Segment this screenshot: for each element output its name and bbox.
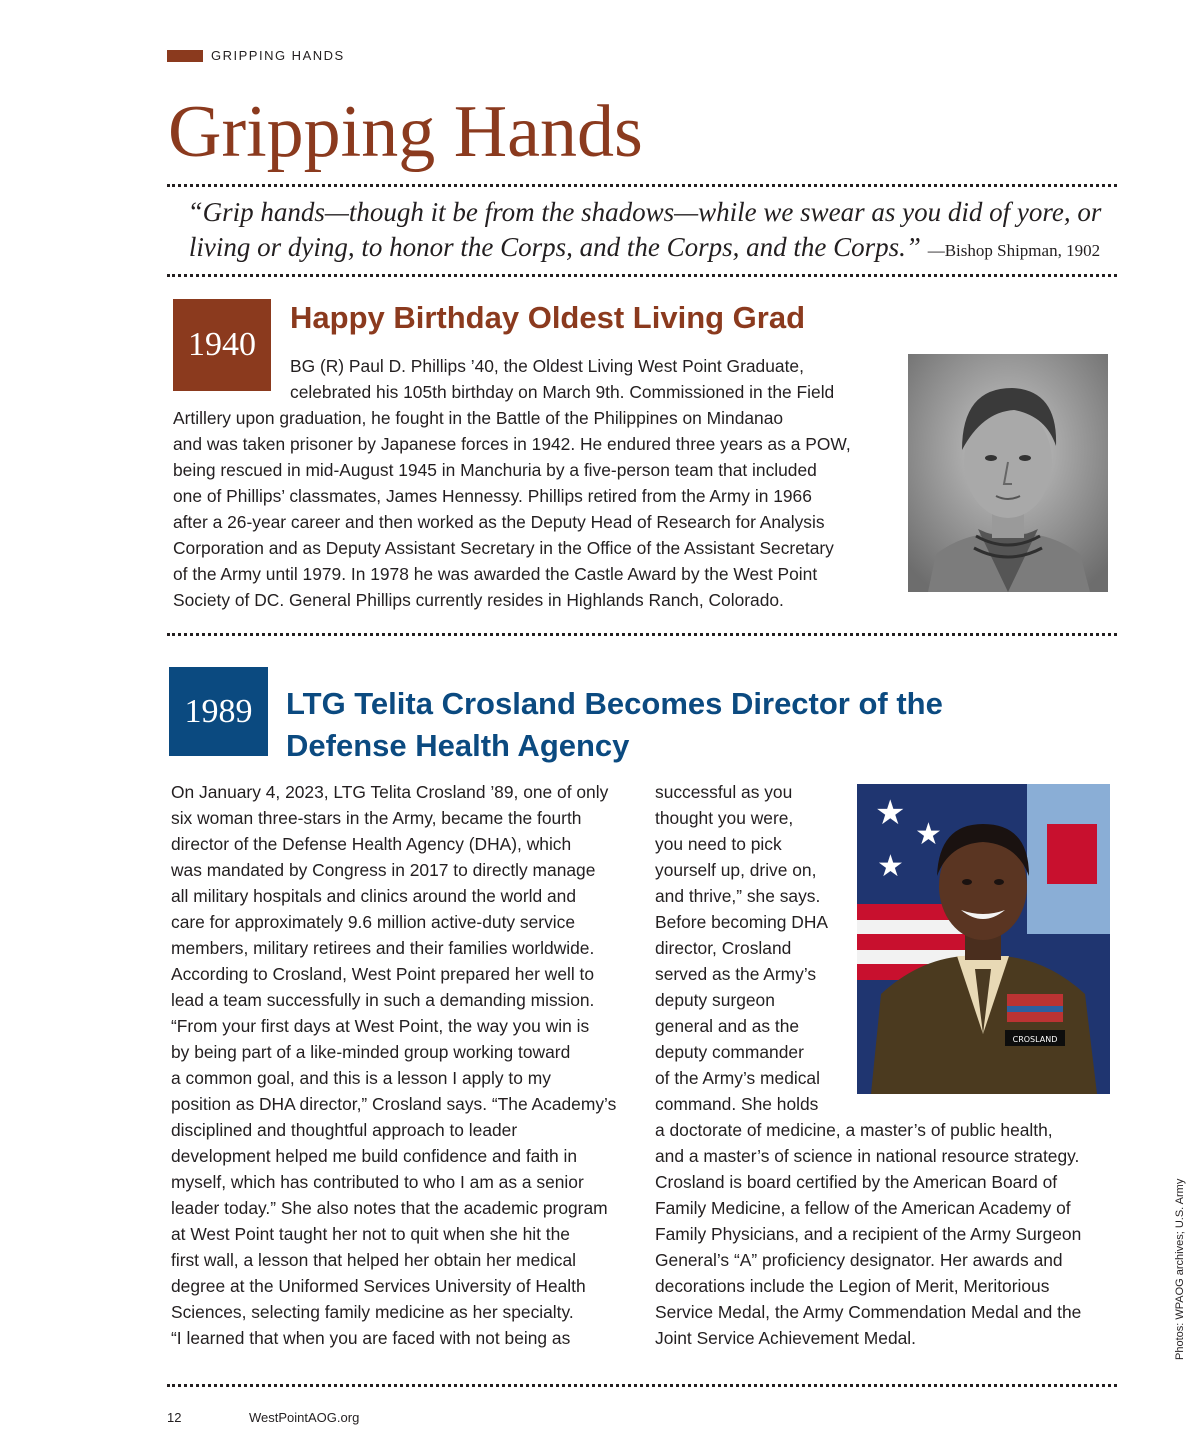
body-line: and thrive,” she says.	[655, 886, 821, 906]
phillips-portrait-illustration	[908, 354, 1108, 592]
body-line: six woman three-stars in the Army, became the fourth	[171, 808, 582, 828]
divider-bottom	[167, 1384, 1117, 1387]
body-line: general and as the	[655, 1016, 800, 1036]
body-line: director of the Defense Health Agency (DHA), which	[171, 834, 572, 854]
epigraph-quote	[172, 195, 1117, 268]
body-line: a doctorate of medicine, a master’s of public health,	[655, 1120, 1053, 1140]
body-line: decorations include the Legion of Merit, Meritorious	[655, 1276, 1050, 1296]
body-line: yourself up, drive on,	[655, 860, 817, 880]
divider-stories	[167, 633, 1117, 636]
body-line: served as the Army’s	[655, 964, 817, 984]
body-line: being rescued in mid-August 1945 in Manchuria by a five-person team that included	[173, 460, 817, 480]
crosland-portrait-illustration	[857, 784, 1110, 1094]
section-tag-bar	[167, 50, 203, 62]
story1-body	[173, 353, 878, 613]
body-line: myself, which has contributed to who I am as a senior	[171, 1172, 584, 1192]
story2-body-column-1	[171, 779, 641, 1351]
body-line: BG (R) Paul D. Phillips ’40, the Oldest Living West Point Graduate,	[290, 356, 804, 376]
svg-text:★: ★	[877, 849, 904, 884]
svg-text:★: ★	[875, 793, 906, 833]
body-line: you need to pick	[655, 834, 782, 854]
body-line: by being part of a like-minded group working toward	[171, 1042, 571, 1062]
body-line: Society of DC. General Phillips currently resides in Highlands Ranch, Colorado.	[173, 590, 784, 610]
page-number: 12	[167, 1410, 182, 1425]
body-line: Family Medicine, a fellow of the American Academy of	[655, 1198, 1071, 1218]
body-line: director, Crosland	[655, 938, 792, 958]
body-line: Joint Service Achievement Medal.	[655, 1328, 916, 1348]
story1-headline: Happy Birthday Oldest Living Grad	[290, 300, 806, 335]
section-tag	[167, 48, 345, 63]
section-label: GRIPPING HANDS	[211, 48, 345, 63]
story2-headline-line2: Defense Health Agency	[286, 728, 630, 763]
body-line: was mandated by Congress in 2017 to directly manage	[171, 860, 596, 880]
body-line: degree at the Uniformed Services University of Health	[171, 1276, 586, 1296]
body-line: Artillery upon graduation, he fought in the Battle of the Philippines on Mindanao	[173, 408, 784, 428]
body-line: leader today.” She also notes that the academic program	[171, 1198, 608, 1218]
svg-text:★: ★	[915, 817, 942, 852]
body-line: Before becoming DHA	[655, 912, 829, 932]
phillips-portrait-photo	[908, 354, 1108, 592]
divider-top	[167, 184, 1117, 187]
footer-website: WestPointAOG.org	[249, 1410, 360, 1425]
body-line: and a master’s of science in national resource strategy.	[655, 1146, 1080, 1166]
page-title: Gripping Hands	[168, 91, 643, 173]
nametag-text: CROSLAND	[1012, 1035, 1058, 1044]
body-line: one of Phillips’ classmates, James Hennessy. Phillips retired from the Army in 1966	[173, 486, 812, 506]
story2-headline-line1: LTG Telita Crosland Becomes Director of the	[286, 686, 943, 721]
divider-quote	[167, 274, 1117, 277]
body-line: disciplined and thoughtful approach to leader	[171, 1120, 518, 1140]
body-line: of the Army until 1979. In 1978 he was awarded the Castle Award by the West Point	[173, 564, 818, 584]
body-line: all military hospitals and clinics around the world and	[171, 886, 577, 906]
body-line: On January 4, 2023, LTG Telita Crosland ’89, one of only	[171, 782, 609, 802]
body-line: development helped me build confidence and faith in	[171, 1146, 578, 1166]
body-line: Service Medal, the Army Commendation Medal and the	[655, 1302, 1082, 1322]
body-line: command. She holds	[655, 1094, 819, 1114]
body-line: Crosland is board certified by the American Board of	[655, 1172, 1058, 1192]
crosland-portrait-photo	[857, 784, 1110, 1094]
body-line: successful as you	[655, 782, 793, 802]
body-line: According to Crosland, West Point prepared her well to	[171, 964, 595, 984]
body-line: members, military retirees and their families worldwide.	[171, 938, 595, 958]
body-line: after a 26-year career and then worked as the Deputy Head of Research for Analysis	[173, 512, 825, 532]
body-line: deputy surgeon	[655, 990, 775, 1010]
body-line: “From your first days at West Point, the way you win is	[171, 1016, 590, 1036]
quote-attribution: —Bishop Shipman, 1902	[927, 241, 1101, 260]
body-line: Family Physicians, and a recipient of the Army Surgeon	[655, 1224, 1082, 1244]
body-line: position as DHA director,” Crosland says. “The Academy’s	[171, 1094, 617, 1114]
body-line: Sciences, selecting family medicine as her specialty.	[171, 1302, 574, 1322]
body-line: at West Point taught her not to quit when she hit the	[171, 1224, 570, 1244]
body-line: General’s “A” proficiency designator. Her awards and	[655, 1250, 1063, 1270]
body-line: first wall, a lesson that helped her obtain her medical	[171, 1250, 577, 1270]
photo-credit: Photos: WPAOG archives; U.S. Army	[1174, 1178, 1186, 1360]
body-line: care for approximately 9.6 million active-duty service	[171, 912, 576, 932]
body-line: deputy commander	[655, 1042, 804, 1062]
story2-headline	[286, 683, 986, 767]
body-line: Corporation and as Deputy Assistant Secretary in the Office of the Assistant Secretary	[173, 538, 834, 558]
body-line: lead a team successfully in such a demanding mission.	[171, 990, 595, 1010]
body-line: and was taken prisoner by Japanese forces in 1942. He endured three years as a POW,	[173, 434, 851, 454]
year-badge-1989: 1989	[169, 667, 268, 756]
body-line: thought you were,	[655, 808, 794, 828]
year-badge-1940: 1940	[173, 299, 271, 391]
body-line: “I learned that when you are faced with not being as	[171, 1328, 571, 1348]
quote-text: “Grip hands—though it be from the shadows—while we swear as you did of yore, or living or dying, to honor the Corps, and the Corps, and the Corps.”	[187, 197, 1102, 262]
body-line: a common goal, and this is a lesson I apply to my	[171, 1068, 551, 1088]
body-line: of the Army’s medical	[655, 1068, 820, 1088]
body-line: celebrated his 105th birthday on March 9th. Commissioned in the Field	[290, 382, 835, 402]
